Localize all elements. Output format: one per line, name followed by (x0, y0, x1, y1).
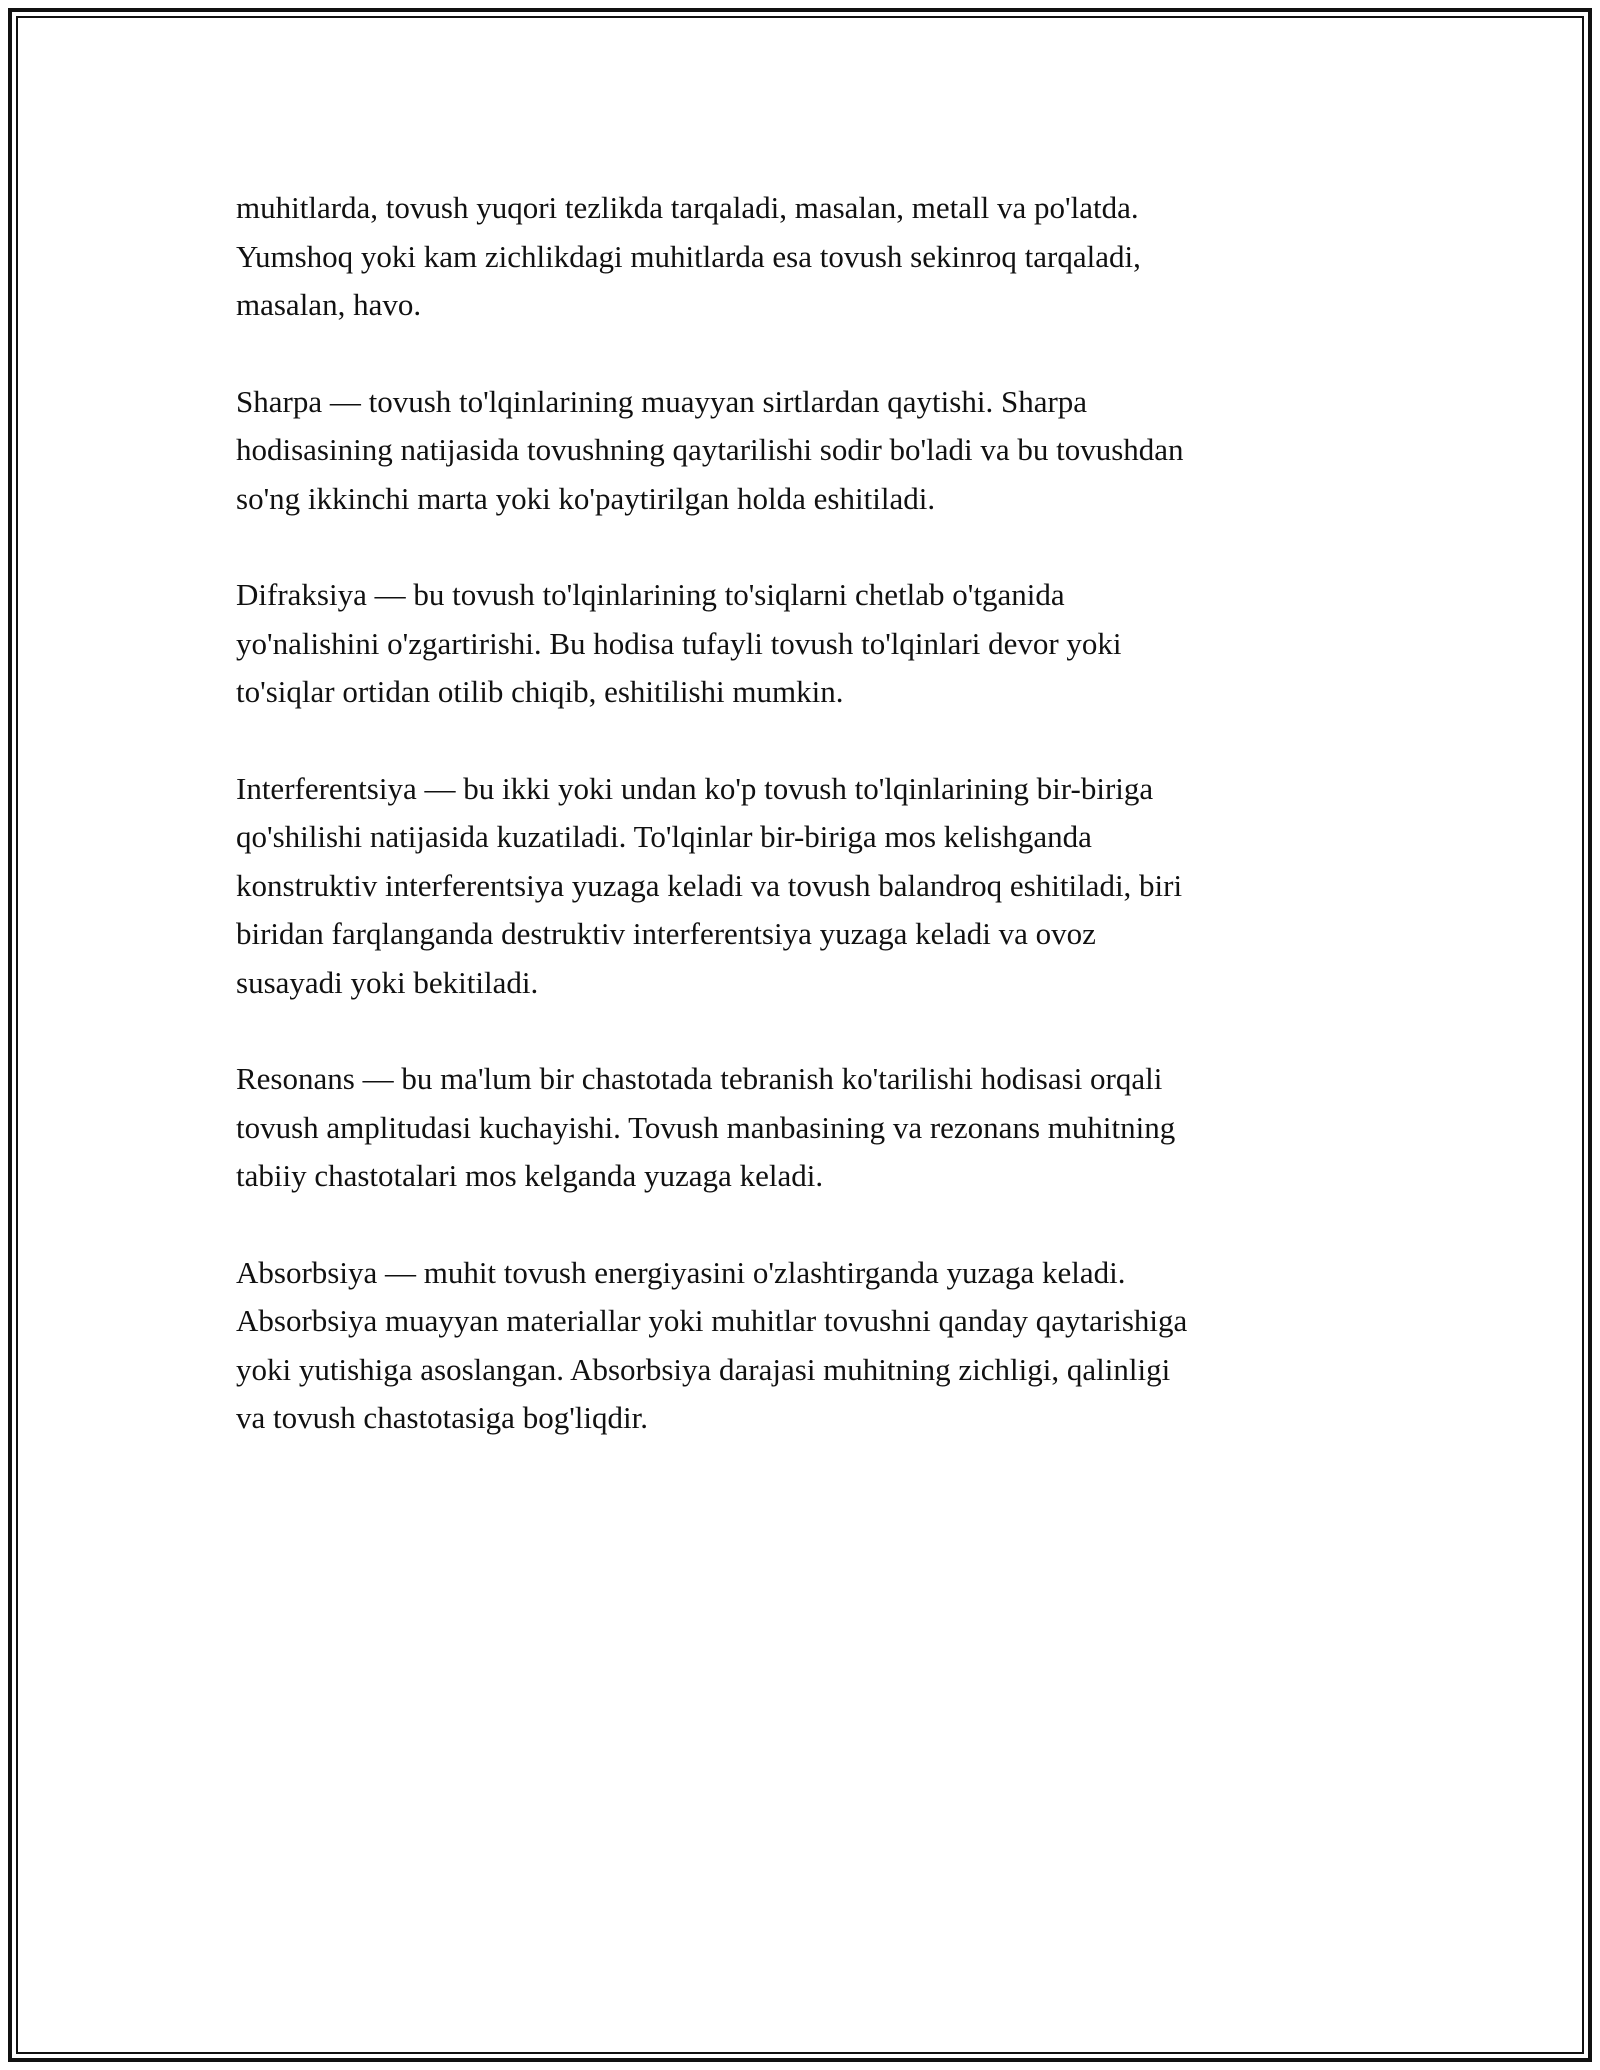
text-line: to'siqlar ortidan otilib chiqib, eshitilishi mumkin. (236, 674, 844, 709)
text-line: Absorbsiya — muhit tovush energiyasini o'zlashtirganda yuzaga keladi. (236, 1254, 1126, 1290)
text-line: Interferentsiya — bu ikki yoki undan ko'p tovush to'lqinlarining bir-biriga (236, 770, 1154, 806)
text-line: muhitlarda, tovush yuqori tezlikda tarqaladi, masalan, metall va po'latda. (236, 190, 1139, 225)
text-line: Resonans — bu ma'lum bir chastotada tebranish ko'tarilishi hodisasi orqali (236, 1061, 1163, 1096)
text-line: Sharpa — tovush to'lqinlarining muayyan sirtlardan qaytishi. Sharpa (236, 383, 1088, 419)
text-line: qo'shilishi natijasida kuzatiladi. To'lqinlar bir-biriga mos kelishganda (236, 819, 1092, 854)
text-line: biridan farqlanganda destruktiv interferentsiya yuzaga keladi va ovoz (236, 916, 1096, 951)
text-line: susayadi yoki bekitiladi. (236, 964, 539, 1000)
text-line: so'ng ikkinchi marta yoki ko'paytirilgan holda eshitiladi. (236, 480, 936, 516)
paragraph-interferentsiya (236, 765, 1386, 1008)
paragraph-difraksiya (236, 571, 1386, 717)
document-body (236, 184, 1386, 1443)
paragraph-absorbsiya (236, 1249, 1386, 1443)
text-line: Yumshoq yoki kam zichlikdagi muhitlarda esa tovush sekinroq tarqaladi, (236, 238, 1141, 274)
text-line: yo'nalishini o'zgartirishi. Bu hodisa tufayli tovush to'lqinlari devor yoki (236, 625, 1122, 661)
text-line: Difraksiya — bu tovush to'lqinlarining to'siqlarni chetlab o'tganida (236, 577, 1065, 612)
text-line: tabiiy chastotalari mos kelganda yuzaga keladi. (236, 1158, 824, 1193)
text-line: masalan, havo. (236, 287, 422, 322)
text-line: yoki yutishiga asoslangan. Absorbsiya darajasi muhitning zichligi, qalinligi (236, 1351, 1171, 1387)
text-line: Absorbsiya muayyan materiallar yoki muhitlar tovushni qanday qaytarishiga (236, 1303, 1188, 1338)
text-line: hodisasining natijasida tovushning qaytarilishi sodir bo'ladi va bu tovushdan (236, 432, 1184, 467)
text-line: konstruktiv interferentsiya yuzaga keladi va tovush balandroq eshitiladi, biri (236, 867, 1183, 903)
paragraph-media-speed (236, 184, 1386, 330)
text-line: va tovush chastotasiga bog'liqdir. (236, 1400, 648, 1435)
paragraph-resonans (236, 1055, 1386, 1201)
paragraph-sharpa (236, 378, 1386, 524)
text-line: tovush amplitudasi kuchayishi. Tovush manbasining va rezonans muhitning (236, 1109, 1176, 1145)
